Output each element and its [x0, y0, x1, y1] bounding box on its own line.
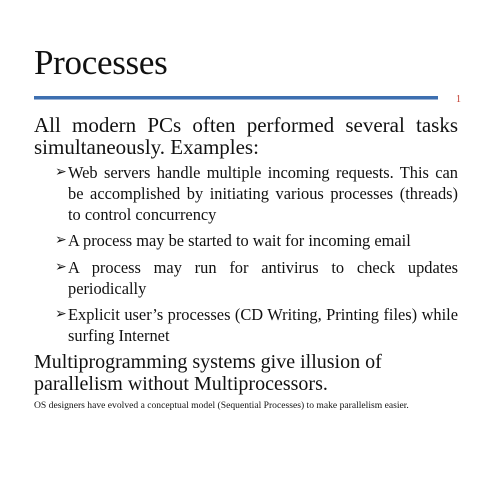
list-item	[55, 304, 458, 346]
arrow-bullet-icon: ➢	[55, 260, 67, 275]
bullet-text-user-processes: Explicit user’s processes (CD Writing, Printing files) while surfing Internet	[68, 305, 458, 345]
multiprogramming-statement: Multiprogramming systems give illusion of parallelism without Multiprocessors.	[34, 351, 382, 395]
slide-title: Processes	[34, 43, 168, 82]
title-divider	[34, 96, 438, 100]
bullet-text-web-servers: Web servers handle multiple incoming requests. This can be accomplished by initiating various processes (threads) to control concurrency	[68, 163, 458, 224]
intro-paragraph: All modern PCs often performed several tasks simultaneously. Examples:	[34, 113, 458, 159]
arrow-bullet-icon: ➢	[55, 307, 67, 322]
slide-body	[34, 114, 458, 412]
arrow-bullet-icon: ➢	[55, 233, 67, 248]
list-item	[55, 257, 458, 299]
arrow-bullet-icon: ➢	[55, 165, 67, 180]
bullet-text-antivirus: A process may run for antivirus to check updates periodically	[68, 258, 458, 298]
list-item	[55, 230, 458, 252]
examples-list	[34, 162, 458, 346]
footnote: OS designers have evolved a conceptual model (Sequential Processes) to make parallelism easier.	[34, 400, 409, 411]
page-number: 1	[456, 94, 461, 105]
list-item	[55, 162, 458, 225]
bullet-text-email: A process may be started to wait for incoming email	[68, 231, 411, 250]
